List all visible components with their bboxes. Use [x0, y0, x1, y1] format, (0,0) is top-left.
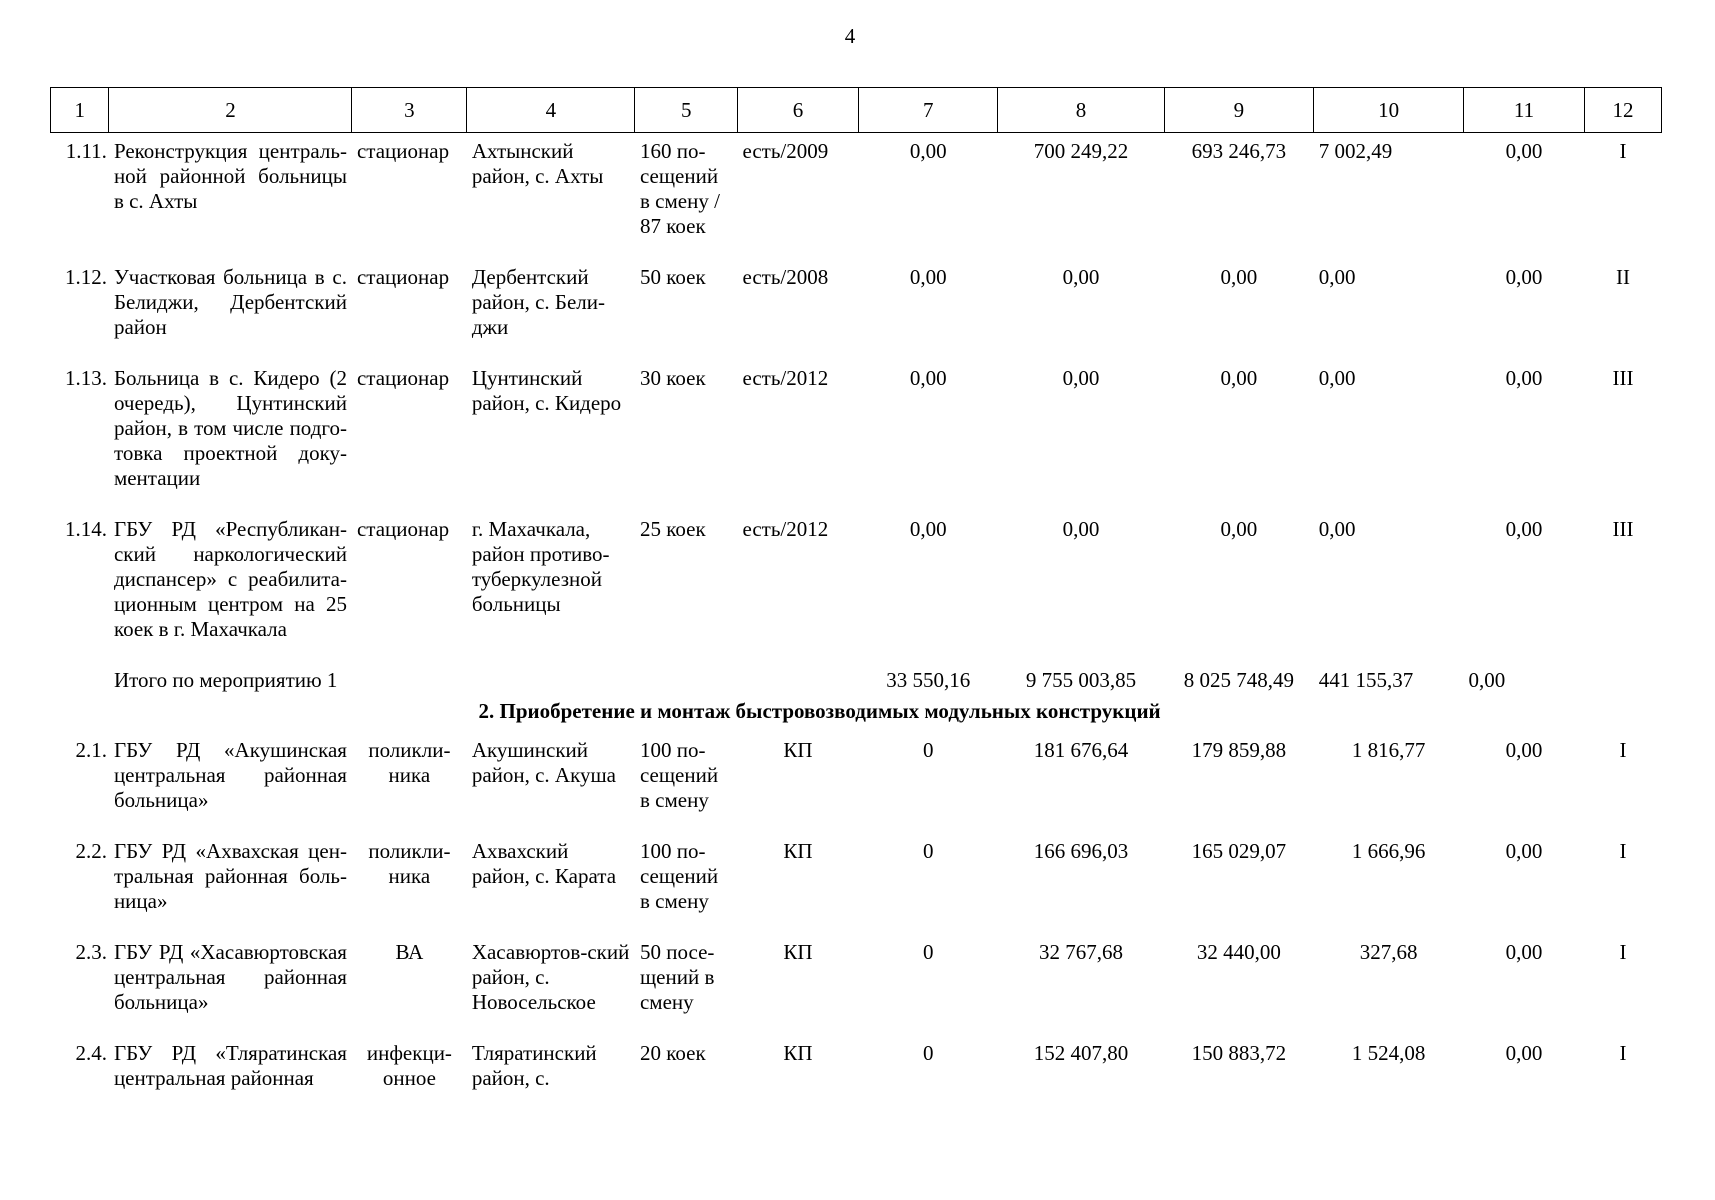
value-col8: 32 767,68	[1039, 940, 1124, 964]
project-documentation: есть/2008	[742, 265, 829, 289]
value-col7: 0	[922, 940, 934, 964]
object-capacity: 30 коек	[639, 366, 706, 390]
header-cell: 1	[51, 88, 109, 133]
object-name: Больница в с. Кидеро (2 очередь), Цунтинский район, в том числе подго-товка проектной доку-ментации	[113, 366, 347, 490]
project-documentation: КП	[783, 738, 813, 762]
value-col7: 0,00	[909, 517, 947, 541]
value-col10: 1 524,08	[1351, 1041, 1426, 1065]
row-number: 2.4.	[75, 1041, 107, 1065]
object-location: Акушинский район, с. Акуша	[471, 738, 616, 787]
value-col12: III	[1612, 517, 1634, 541]
object-name: ГБУ РД «Республикан-ский наркологический диспансер» с реабилита-ционным центром на 25 коек в г. Махачкала	[113, 517, 347, 641]
table-row	[51, 833, 1662, 914]
value-col9: 32 440,00	[1196, 940, 1281, 964]
value-col11: 0,00	[1505, 366, 1543, 390]
total-col9: 8 025 748,49	[1183, 668, 1295, 692]
value-col11: 0,00	[1505, 139, 1543, 163]
object-location: г. Махачкала, район противо-туберкулезной больницы	[471, 517, 610, 616]
header-cell: 7	[859, 88, 998, 133]
project-documentation: КП	[783, 1041, 813, 1065]
object-location: Ахтынский район, с. Ахты	[471, 139, 604, 188]
table-row	[51, 1035, 1662, 1091]
project-documentation: есть/2009	[742, 139, 829, 163]
object-capacity: 160 по-сещений в смену / 87 коек	[639, 139, 720, 238]
program-table	[50, 87, 1662, 1091]
value-col7: 0	[922, 1041, 934, 1065]
value-col7: 0,00	[909, 366, 947, 390]
object-type: поликли-ника	[368, 738, 451, 787]
object-capacity: 25 коек	[639, 517, 706, 541]
header-cell: 6	[738, 88, 859, 133]
row-number: 2.3.	[75, 940, 107, 964]
header-cell: 8	[998, 88, 1164, 133]
value-col7: 0,00	[909, 139, 947, 163]
row-number: 1.12.	[64, 265, 107, 289]
row-number: 1.14.	[64, 517, 107, 541]
value-col10: 7 002,49	[1318, 139, 1393, 163]
object-name: Участковая больница в с. Белиджи, Дербентский район	[113, 265, 347, 339]
object-location: Хасавюртов-ский район, с. Новосельское	[471, 940, 630, 1014]
value-col9: 693 246,73	[1191, 139, 1287, 163]
value-col8: 0,00	[1062, 265, 1100, 289]
value-col11: 0,00	[1505, 517, 1543, 541]
table-row	[51, 934, 1662, 1015]
value-col9: 0,00	[1220, 517, 1258, 541]
object-type: стационар	[356, 366, 450, 390]
value-col7: 0	[922, 738, 934, 762]
value-col11: 0,00	[1505, 738, 1543, 762]
project-documentation: есть/2012	[742, 517, 829, 541]
header-cell: 11	[1463, 88, 1584, 133]
value-col12: I	[1619, 839, 1627, 863]
object-location: Дербентский район, с. Бели-джи	[471, 265, 606, 339]
value-col12: III	[1612, 366, 1634, 390]
value-col8: 0,00	[1062, 366, 1100, 390]
value-col8: 181 676,64	[1033, 738, 1129, 762]
table-row	[51, 732, 1662, 813]
table-row	[51, 511, 1662, 642]
value-col10: 0,00	[1318, 366, 1356, 390]
object-capacity: 50 посе-щений в смену	[639, 940, 715, 1014]
value-col10: 0,00	[1318, 517, 1356, 541]
value-col10: 1 816,77	[1351, 738, 1426, 762]
row-number: 2.2.	[75, 839, 107, 863]
header-cell: 3	[352, 88, 467, 133]
value-col12: I	[1619, 139, 1627, 163]
value-col9: 0,00	[1220, 265, 1258, 289]
value-col9: 165 029,07	[1191, 839, 1287, 863]
value-col12: I	[1619, 1041, 1627, 1065]
object-capacity: 100 по-сещений в смену	[639, 839, 719, 913]
section-heading-row	[51, 693, 1662, 724]
project-documentation: КП	[783, 839, 813, 863]
object-name: ГБУ РД «Ахвахская цен-тральная районная боль-ница»	[113, 839, 347, 913]
value-col7: 0,00	[909, 265, 947, 289]
table-header-row	[51, 88, 1662, 133]
value-col9: 0,00	[1220, 366, 1258, 390]
value-col8: 152 407,80	[1033, 1041, 1129, 1065]
project-documentation: есть/2012	[742, 366, 829, 390]
object-name: ГБУ РД «Акушинская центральная районная больница»	[113, 738, 347, 812]
header-cell: 5	[635, 88, 738, 133]
table-row	[51, 133, 1662, 240]
row-number: 1.11.	[65, 139, 107, 163]
total-col8: 9 755 003,85	[1025, 668, 1137, 692]
object-location: Тляратинский район, с.	[471, 1041, 597, 1090]
total-col7: 33 550,16	[886, 668, 971, 692]
page-number: 4	[844, 24, 856, 48]
object-type: поликли-ника	[368, 839, 451, 888]
object-type: ВА	[395, 940, 424, 964]
object-name: ГБУ РД «Тляратинская центральная районная	[113, 1041, 347, 1090]
value-col9: 179 859,88	[1191, 738, 1287, 762]
value-col10: 327,68	[1359, 940, 1418, 964]
value-col8: 700 249,22	[1033, 139, 1129, 163]
value-col10: 1 666,96	[1351, 839, 1426, 863]
project-documentation: КП	[783, 940, 813, 964]
header-cell: 10	[1314, 88, 1464, 133]
value-col11: 0,00	[1505, 839, 1543, 863]
header-cell: 9	[1164, 88, 1314, 133]
value-col9: 150 883,72	[1191, 1041, 1287, 1065]
object-location: Ахвахский район, с. Карата	[471, 839, 617, 888]
section-title: 2. Приобретение и монтаж быстровозводимых модульных конструкций	[478, 699, 1161, 723]
value-col11: 0,00	[1505, 265, 1543, 289]
value-col11: 0,00	[1505, 1041, 1543, 1065]
object-capacity: 20 коек	[639, 1041, 706, 1065]
total-label: Итого по мероприятию 1	[113, 668, 338, 692]
table-row	[51, 259, 1662, 340]
header-cell: 4	[467, 88, 635, 133]
value-col8: 166 696,03	[1033, 839, 1129, 863]
object-type: стационар	[356, 265, 450, 289]
total-row	[51, 662, 1662, 693]
header-cell: 12	[1584, 88, 1661, 133]
value-col8: 0,00	[1062, 517, 1100, 541]
object-capacity: 50 коек	[639, 265, 706, 289]
value-col12: II	[1615, 265, 1630, 289]
value-col12: I	[1619, 738, 1627, 762]
object-type: стационар	[356, 517, 450, 541]
value-col12: I	[1619, 940, 1627, 964]
value-col10: 0,00	[1318, 265, 1356, 289]
total-col10: 441 155,37	[1318, 668, 1414, 692]
row-number: 2.1.	[75, 738, 107, 762]
total-col11: 0,00	[1468, 668, 1506, 692]
object-name: ГБУ РД «Хасавюртовская центральная районная больница»	[113, 940, 347, 1014]
row-number: 1.13.	[64, 366, 107, 390]
object-location: Цунтинский район, с. Кидеро	[471, 366, 622, 415]
value-col11: 0,00	[1505, 940, 1543, 964]
object-type: стационар	[356, 139, 450, 163]
object-capacity: 100 по-сещений в смену	[639, 738, 719, 812]
value-col7: 0	[922, 839, 934, 863]
object-name: Реконструкция централь-ной районной больницы в с. Ахты	[113, 139, 347, 213]
object-type: инфекци-онное	[366, 1041, 452, 1090]
header-cell: 2	[109, 88, 352, 133]
table-row	[51, 360, 1662, 491]
